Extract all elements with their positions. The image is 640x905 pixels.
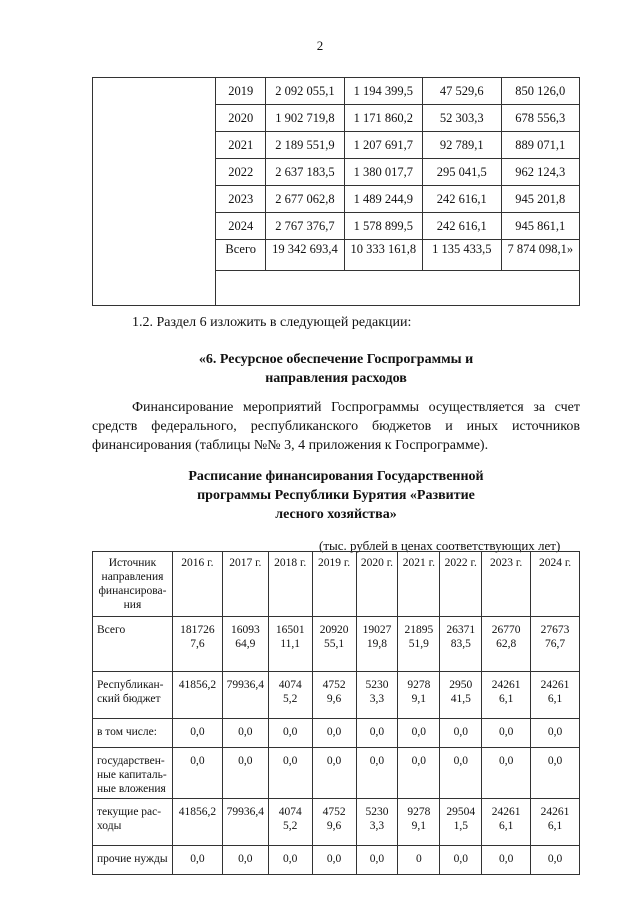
year-header: 2024 г. xyxy=(531,552,580,617)
value-cell: 1 171 860,2 xyxy=(344,105,422,132)
value-cell xyxy=(312,846,356,875)
value-line: 6,1 xyxy=(547,693,563,705)
value-cell xyxy=(312,719,356,748)
year-header: 2021 г. xyxy=(398,552,440,617)
value-cell: 52 303,3 xyxy=(423,105,501,132)
value-line: 9278 xyxy=(407,679,431,691)
value-line: 79936,4 xyxy=(226,679,264,691)
value-cell xyxy=(482,719,531,748)
value-line: 4752 xyxy=(322,679,346,691)
value-line: 2950 xyxy=(449,679,473,691)
table-row xyxy=(93,78,580,105)
value-cell: 678 556,3 xyxy=(501,105,580,132)
value-cell xyxy=(531,799,580,846)
amendment-item: 1.2. Раздел 6 изложить в следующей редакции: xyxy=(132,315,412,330)
value-cell xyxy=(440,846,482,875)
schedule-title-line: лесного хозяйства» xyxy=(275,507,397,522)
value-cell: 945 201,8 xyxy=(501,186,580,213)
value-cell xyxy=(268,846,312,875)
value-cell: 2 092 055,1 xyxy=(266,78,344,105)
value-line: 24261 xyxy=(491,679,521,691)
value-line: 0,0 xyxy=(369,853,385,865)
value-line: 5,2 xyxy=(283,820,298,832)
value-line: 0,0 xyxy=(411,726,427,738)
value-cell xyxy=(312,617,356,672)
value-line: 0,0 xyxy=(283,853,298,865)
value-line: 11,1 xyxy=(280,638,301,650)
value-line: 27673 xyxy=(540,624,570,636)
value-cell: 1 194 399,5 xyxy=(344,78,422,105)
value-cell xyxy=(356,748,398,799)
value-line: 24261 xyxy=(540,806,570,818)
header-line: Источник xyxy=(108,557,157,569)
value-line: 5230 xyxy=(365,806,389,818)
schedule-title-line: Расписание финансирования Государственной xyxy=(188,469,484,484)
value-cell xyxy=(222,799,268,846)
value-line: 6,1 xyxy=(498,693,514,705)
empty-cell xyxy=(216,271,580,306)
value-cell xyxy=(356,672,398,719)
header-line: ния xyxy=(123,599,142,611)
header-row xyxy=(93,552,580,617)
funding-by-year-table xyxy=(92,77,580,306)
value-line: 24261 xyxy=(540,679,570,691)
value-line: 0,0 xyxy=(369,726,385,738)
value-line: 3,3 xyxy=(369,693,385,705)
value-line: 51,9 xyxy=(408,638,429,650)
value-cell xyxy=(172,719,222,748)
schedule-title xyxy=(80,467,592,524)
label-line: Республикан- xyxy=(97,679,164,691)
value-line: 9,1 xyxy=(411,820,427,832)
value-cell xyxy=(356,719,398,748)
value-line: 9,6 xyxy=(326,693,342,705)
label-line: ходы xyxy=(97,820,122,832)
section-title xyxy=(80,350,592,388)
value-line: 181726 xyxy=(180,624,215,636)
value-cell xyxy=(531,719,580,748)
value-cell xyxy=(440,748,482,799)
year-cell: 2021 xyxy=(216,132,266,159)
value-cell xyxy=(268,617,312,672)
year-cell: 2022 xyxy=(216,159,266,186)
total-label: Всего xyxy=(216,240,266,271)
units-note: (тыс. рублей в ценах соответствующих лет) xyxy=(319,538,561,553)
value-cell xyxy=(268,672,312,719)
value-cell: 2 189 551,9 xyxy=(266,132,344,159)
label-line: ные капиталь- xyxy=(97,769,167,781)
table-row xyxy=(93,672,580,719)
schedule-title-line: программы Республики Бурятия «Развитие xyxy=(197,488,475,503)
financing-schedule-table xyxy=(92,551,580,875)
value-line: 0,0 xyxy=(498,853,514,865)
value-line: 41856,2 xyxy=(178,679,217,691)
table-row xyxy=(93,799,580,846)
value-cell xyxy=(222,617,268,672)
value-line: 21895 xyxy=(404,624,434,636)
value-cell xyxy=(356,799,398,846)
value-line: 0,0 xyxy=(238,726,253,738)
value-line: 16501 xyxy=(275,624,305,636)
value-line: 0,0 xyxy=(453,726,468,738)
value-cell xyxy=(531,846,580,875)
value-cell xyxy=(356,846,398,875)
year-cell: 2020 xyxy=(216,105,266,132)
table-row xyxy=(93,719,580,748)
empty-cell xyxy=(93,78,216,306)
year-header: 2018 г. xyxy=(268,552,312,617)
value-line: 79936,4 xyxy=(226,806,264,818)
total-value: 10 333 161,8 xyxy=(344,240,422,271)
value-line: 26770 xyxy=(491,624,521,636)
value-line: 64,9 xyxy=(235,638,256,650)
year-header: 2022 г. xyxy=(440,552,482,617)
value-cell xyxy=(440,719,482,748)
value-cell xyxy=(172,748,222,799)
value-line: 0,0 xyxy=(547,755,563,767)
value-line: 9,1 xyxy=(411,693,427,705)
value-line: 3,3 xyxy=(369,820,385,832)
value-line: 4074 xyxy=(278,806,302,818)
label-line: текущие рас- xyxy=(97,806,162,818)
value-cell xyxy=(482,846,531,875)
value-line: 0,0 xyxy=(326,853,342,865)
value-line: 0,0 xyxy=(453,853,468,865)
value-line: 0,0 xyxy=(190,853,205,865)
value-line: 0,0 xyxy=(369,755,385,767)
value-line: 29504 xyxy=(446,806,476,818)
header-line: направления xyxy=(101,571,164,583)
value-cell xyxy=(312,672,356,719)
value-line: 0,0 xyxy=(411,755,427,767)
value-line: 41856,2 xyxy=(178,806,217,818)
value-line: 41,5 xyxy=(450,693,471,705)
year-header: 2019 г. xyxy=(312,552,356,617)
value-line: 0,0 xyxy=(326,755,342,767)
value-cell xyxy=(398,719,440,748)
value-cell xyxy=(222,719,268,748)
value-line: 0,0 xyxy=(547,726,563,738)
value-line: 0,0 xyxy=(238,755,253,767)
value-cell: 850 126,0 xyxy=(501,78,580,105)
financing-paragraph: Финансирование мероприятий Госпрограммы осуществляется за счет средств федерального, республиканского бюджетов и иных источников финансирования (таблицы №№ 3, 4 приложения к Госпрограмме). xyxy=(92,400,580,453)
value-line: 5,2 xyxy=(283,693,298,705)
value-cell xyxy=(398,672,440,719)
value-cell xyxy=(440,617,482,672)
label-line: государствен- xyxy=(97,755,165,767)
value-line: 0,0 xyxy=(547,853,563,865)
value-cell xyxy=(440,672,482,719)
source-header xyxy=(93,552,173,617)
value-line: 0,0 xyxy=(326,726,342,738)
value-cell: 1 902 719,8 xyxy=(266,105,344,132)
section-title-line: направления расходов xyxy=(265,371,407,386)
value-cell xyxy=(172,799,222,846)
value-line: 4074 xyxy=(278,679,302,691)
year-cell: 2023 xyxy=(216,186,266,213)
value-cell xyxy=(268,748,312,799)
year-header: 2023 г. xyxy=(482,552,531,617)
value-line: 1,5 xyxy=(453,820,468,832)
value-line: 0,0 xyxy=(498,755,514,767)
label-line: в том числе: xyxy=(97,726,157,738)
value-line: 19,8 xyxy=(366,638,388,650)
value-cell: 295 041,5 xyxy=(423,159,501,186)
value-cell xyxy=(398,748,440,799)
value-line: 0,0 xyxy=(283,726,298,738)
year-header: 2020 г. xyxy=(356,552,398,617)
value-line: 76,7 xyxy=(544,638,566,650)
value-line: 9,6 xyxy=(326,820,342,832)
table-row xyxy=(93,846,580,875)
value-cell: 945 861,1 xyxy=(501,213,580,240)
total-value: 7 874 098,1» xyxy=(501,240,580,271)
total-value: 19 342 693,4 xyxy=(266,240,344,271)
value-line: 6,1 xyxy=(498,820,514,832)
row-label xyxy=(93,846,173,875)
value-cell xyxy=(172,617,222,672)
value-cell: 2 677 062,8 xyxy=(266,186,344,213)
value-line: 0,0 xyxy=(190,755,205,767)
value-line: 0,0 xyxy=(498,726,514,738)
value-cell: 2 767 376,7 xyxy=(266,213,344,240)
value-cell xyxy=(482,617,531,672)
value-line: 62,8 xyxy=(496,638,517,650)
value-line: 26371 xyxy=(446,624,476,636)
value-line: 6,1 xyxy=(547,820,563,832)
value-cell: 47 529,6 xyxy=(423,78,501,105)
year-cell: 2019 xyxy=(216,78,266,105)
value-cell xyxy=(356,617,398,672)
value-cell xyxy=(440,799,482,846)
value-line: 4752 xyxy=(322,806,346,818)
value-cell xyxy=(482,748,531,799)
value-cell: 1 380 017,7 xyxy=(344,159,422,186)
value-cell xyxy=(222,846,268,875)
value-cell: 242 616,1 xyxy=(423,213,501,240)
value-cell xyxy=(172,846,222,875)
value-cell: 889 071,1 xyxy=(501,132,580,159)
value-cell xyxy=(268,719,312,748)
value-line: 0,0 xyxy=(190,726,205,738)
value-cell xyxy=(312,799,356,846)
value-line: 0,0 xyxy=(453,755,468,767)
value-cell: 962 124,3 xyxy=(501,159,580,186)
label-line: прочие нужды xyxy=(97,853,168,865)
row-label xyxy=(93,719,173,748)
label-line: ский бюджет xyxy=(97,693,161,705)
value-cell xyxy=(398,617,440,672)
value-cell: 1 578 899,5 xyxy=(344,213,422,240)
section-title-line: «6. Ресурсное обеспечение Госпрограммы и xyxy=(198,352,474,367)
value-line: 9278 xyxy=(407,806,431,818)
value-cell xyxy=(398,846,440,875)
value-line: 16093 xyxy=(230,624,260,636)
value-line: 19027 xyxy=(362,624,392,636)
value-cell: 242 616,1 xyxy=(423,186,501,213)
label-line: ные вложения xyxy=(97,783,166,795)
value-cell xyxy=(222,748,268,799)
value-line: 0,0 xyxy=(238,853,253,865)
total-value: 1 135 433,5 xyxy=(423,240,501,271)
value-cell: 1 207 691,7 xyxy=(344,132,422,159)
year-header: 2016 г. xyxy=(172,552,222,617)
value-cell xyxy=(172,672,222,719)
value-line: 24261 xyxy=(491,806,521,818)
value-cell xyxy=(222,672,268,719)
year-cell: 2024 xyxy=(216,213,266,240)
value-cell xyxy=(268,799,312,846)
value-cell: 1 489 244,9 xyxy=(344,186,422,213)
value-cell xyxy=(312,748,356,799)
label-line: Всего xyxy=(97,624,126,636)
value-cell xyxy=(398,799,440,846)
value-line: 20920 xyxy=(319,624,349,636)
value-cell xyxy=(531,748,580,799)
value-cell xyxy=(482,799,531,846)
value-cell xyxy=(531,617,580,672)
value-line: 5230 xyxy=(365,679,389,691)
value-line: 83,5 xyxy=(450,638,471,650)
value-cell: 2 637 183,5 xyxy=(266,159,344,186)
value-cell xyxy=(482,672,531,719)
value-line: 55,1 xyxy=(324,638,345,650)
row-label xyxy=(93,799,173,846)
value-line: 0,0 xyxy=(283,755,298,767)
year-header: 2017 г. xyxy=(222,552,268,617)
value-line: 0 xyxy=(415,853,422,865)
header-line: финансирова- xyxy=(98,585,167,597)
page-number: 2 xyxy=(316,38,324,53)
value-cell: 92 789,1 xyxy=(423,132,501,159)
value-cell xyxy=(531,672,580,719)
row-label xyxy=(93,617,173,672)
table-row xyxy=(93,748,580,799)
table-row xyxy=(93,617,580,672)
value-line: 7,6 xyxy=(190,638,205,650)
row-label xyxy=(93,748,173,799)
row-label xyxy=(93,672,173,719)
